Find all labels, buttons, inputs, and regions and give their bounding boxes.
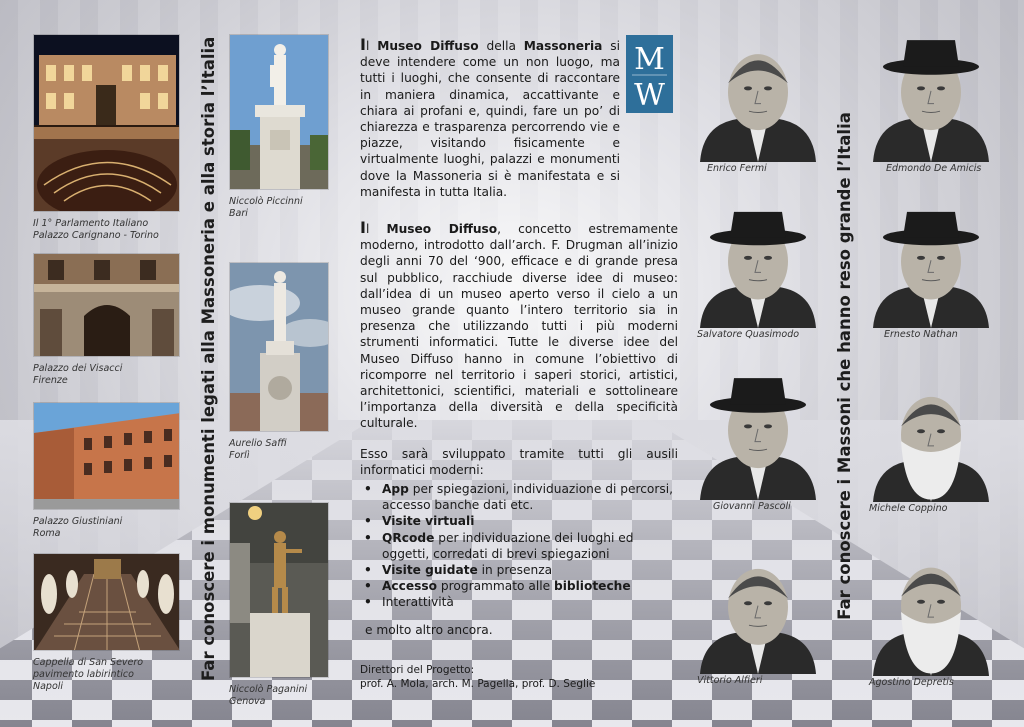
feature-virtual-visits: • Visite virtuali bbox=[360, 513, 678, 529]
portrait-caption-agostino-depretis: Agostino Depretis bbox=[869, 677, 954, 688]
portrait-salvatore-quasimodo bbox=[697, 207, 819, 328]
portrait-enrico-fermi bbox=[697, 35, 819, 162]
photo-palazzo-giustiniani bbox=[33, 402, 180, 510]
portrait-caption-vittorio-alfieri: Vittorio Alfieri bbox=[697, 675, 763, 686]
feature-guided-visits: • Visite guidate in presenza bbox=[360, 562, 678, 578]
feature-interactivity: • Interattività bbox=[360, 594, 678, 610]
intro-paragraph: Il Museo Diffuso della Massoneria si deve intendere come un non luogo, ma tutti i luoghi, che consente di raccontare in maniera dinamica, accattivante e chiara ai profani e, quindi, fare un po’ di chiarezza e trasparenza percorrendo vie e piazze, visitando fisicamente e virtualmente luoghi, palazzi e monumenti dove la Massoneria si è manifestata e si manifesta in tutta Italia. bbox=[360, 35, 620, 199]
caption-piccinni: Niccolò Piccinni Bari bbox=[229, 196, 303, 219]
photo-statue-saffi bbox=[229, 262, 329, 432]
museo-logo bbox=[626, 35, 673, 113]
portrait-agostino-depretis bbox=[870, 548, 992, 676]
portrait-vittorio-alfieri bbox=[697, 552, 819, 674]
concept-paragraph: Il Museo Diffuso, concetto estremamente moderno, introdotto dall’arch. F. Drugman all’inizio degli anni 70 del ‘900, efficace e di grande presa sul pubblico, racchiude diverse idee di museo: dall’idea di un museo aperto verso il cielo a un museo grande quanto l’intero territorio sia in presenza che utilizzando tutti i più moderni strumenti informatici. Tutte le diverse idee del Museo Diffuso hanno in comune l’obiettivo di ricomporre nel territorio i saperi storici, artistici, architettonici, scientifici, materiali e sottolineare l’importanza della diversità e della specificità culturale. bbox=[360, 218, 678, 431]
caption-parlamento: Il 1° Parlamento Italiano Palazzo Carignano - Torino bbox=[33, 218, 159, 241]
portrait-michele-coppino bbox=[870, 380, 992, 502]
directors-label: Direttori del Progetto: bbox=[360, 664, 475, 676]
portrait-caption-edmondo-de-amicis: Edmondo De Amicis bbox=[886, 163, 982, 174]
portrait-caption-enrico-fermi: Enrico Fermi bbox=[707, 163, 767, 174]
portrait-ernesto-nathan bbox=[870, 207, 992, 328]
photo-statue-paganini bbox=[229, 502, 329, 678]
caption-saffi: Aurelio Saffi Forlì bbox=[229, 438, 287, 461]
logo-letter-m: M bbox=[634, 42, 665, 77]
portrait-caption-michele-coppino: Michele Coppino bbox=[869, 503, 948, 514]
portrait-edmondo-de-amicis bbox=[870, 35, 992, 162]
caption-paganini: Niccolò Paganini Genova bbox=[229, 684, 308, 707]
portrait-giovanni-pascoli bbox=[697, 373, 819, 500]
feature-access: • Accesso programmato alle biblioteche bbox=[360, 578, 678, 594]
tools-intro: Esso sarà sviluppato tramite tutti gli ausili informatici moderni: bbox=[360, 447, 678, 478]
caption-visacci: Palazzo dei Visacci Firenze bbox=[33, 363, 123, 386]
photo-cappella-san-severo bbox=[33, 553, 180, 651]
feature-qrcode: • QRcode per individuazione dei luoghi ed oggetti, corredati di brevi spiegazioni bbox=[360, 530, 678, 562]
photo-palazzo-carignano bbox=[33, 34, 180, 212]
caption-giustiniani: Palazzo Giustiniani Roma bbox=[33, 516, 123, 539]
feature-app: • App per spiegazioni, individuazione di percorsi, accesso banche dati etc. bbox=[360, 481, 678, 513]
caption-san-severo: Cappella di San Severo pavimento labirintico Napoli bbox=[33, 657, 144, 692]
logo-letter-w: W bbox=[634, 78, 665, 113]
photo-statue-piccinni bbox=[229, 34, 329, 190]
left-vertical-title: Far conoscere i monumenti legati alla Massoneria e alla storia l’Italia bbox=[199, 36, 218, 681]
right-vertical-title: Far conoscere i Massoni che hanno reso grande l’Italia bbox=[835, 112, 854, 620]
directors-block bbox=[360, 664, 595, 691]
features-list bbox=[360, 481, 678, 611]
directors-names: prof. A. Mola, arch. M. Pagella, prof. D. Seglie bbox=[360, 677, 596, 690]
portrait-caption-salvatore-quasimodo: Salvatore Quasimodo bbox=[697, 329, 800, 340]
more-text: e molto altro ancora. bbox=[365, 623, 493, 637]
portrait-caption-giovanni-pascoli: Giovanni Pascoli bbox=[713, 501, 791, 512]
photo-palazzo-visacci bbox=[33, 253, 180, 357]
portrait-caption-ernesto-nathan: Ernesto Nathan bbox=[884, 329, 958, 340]
